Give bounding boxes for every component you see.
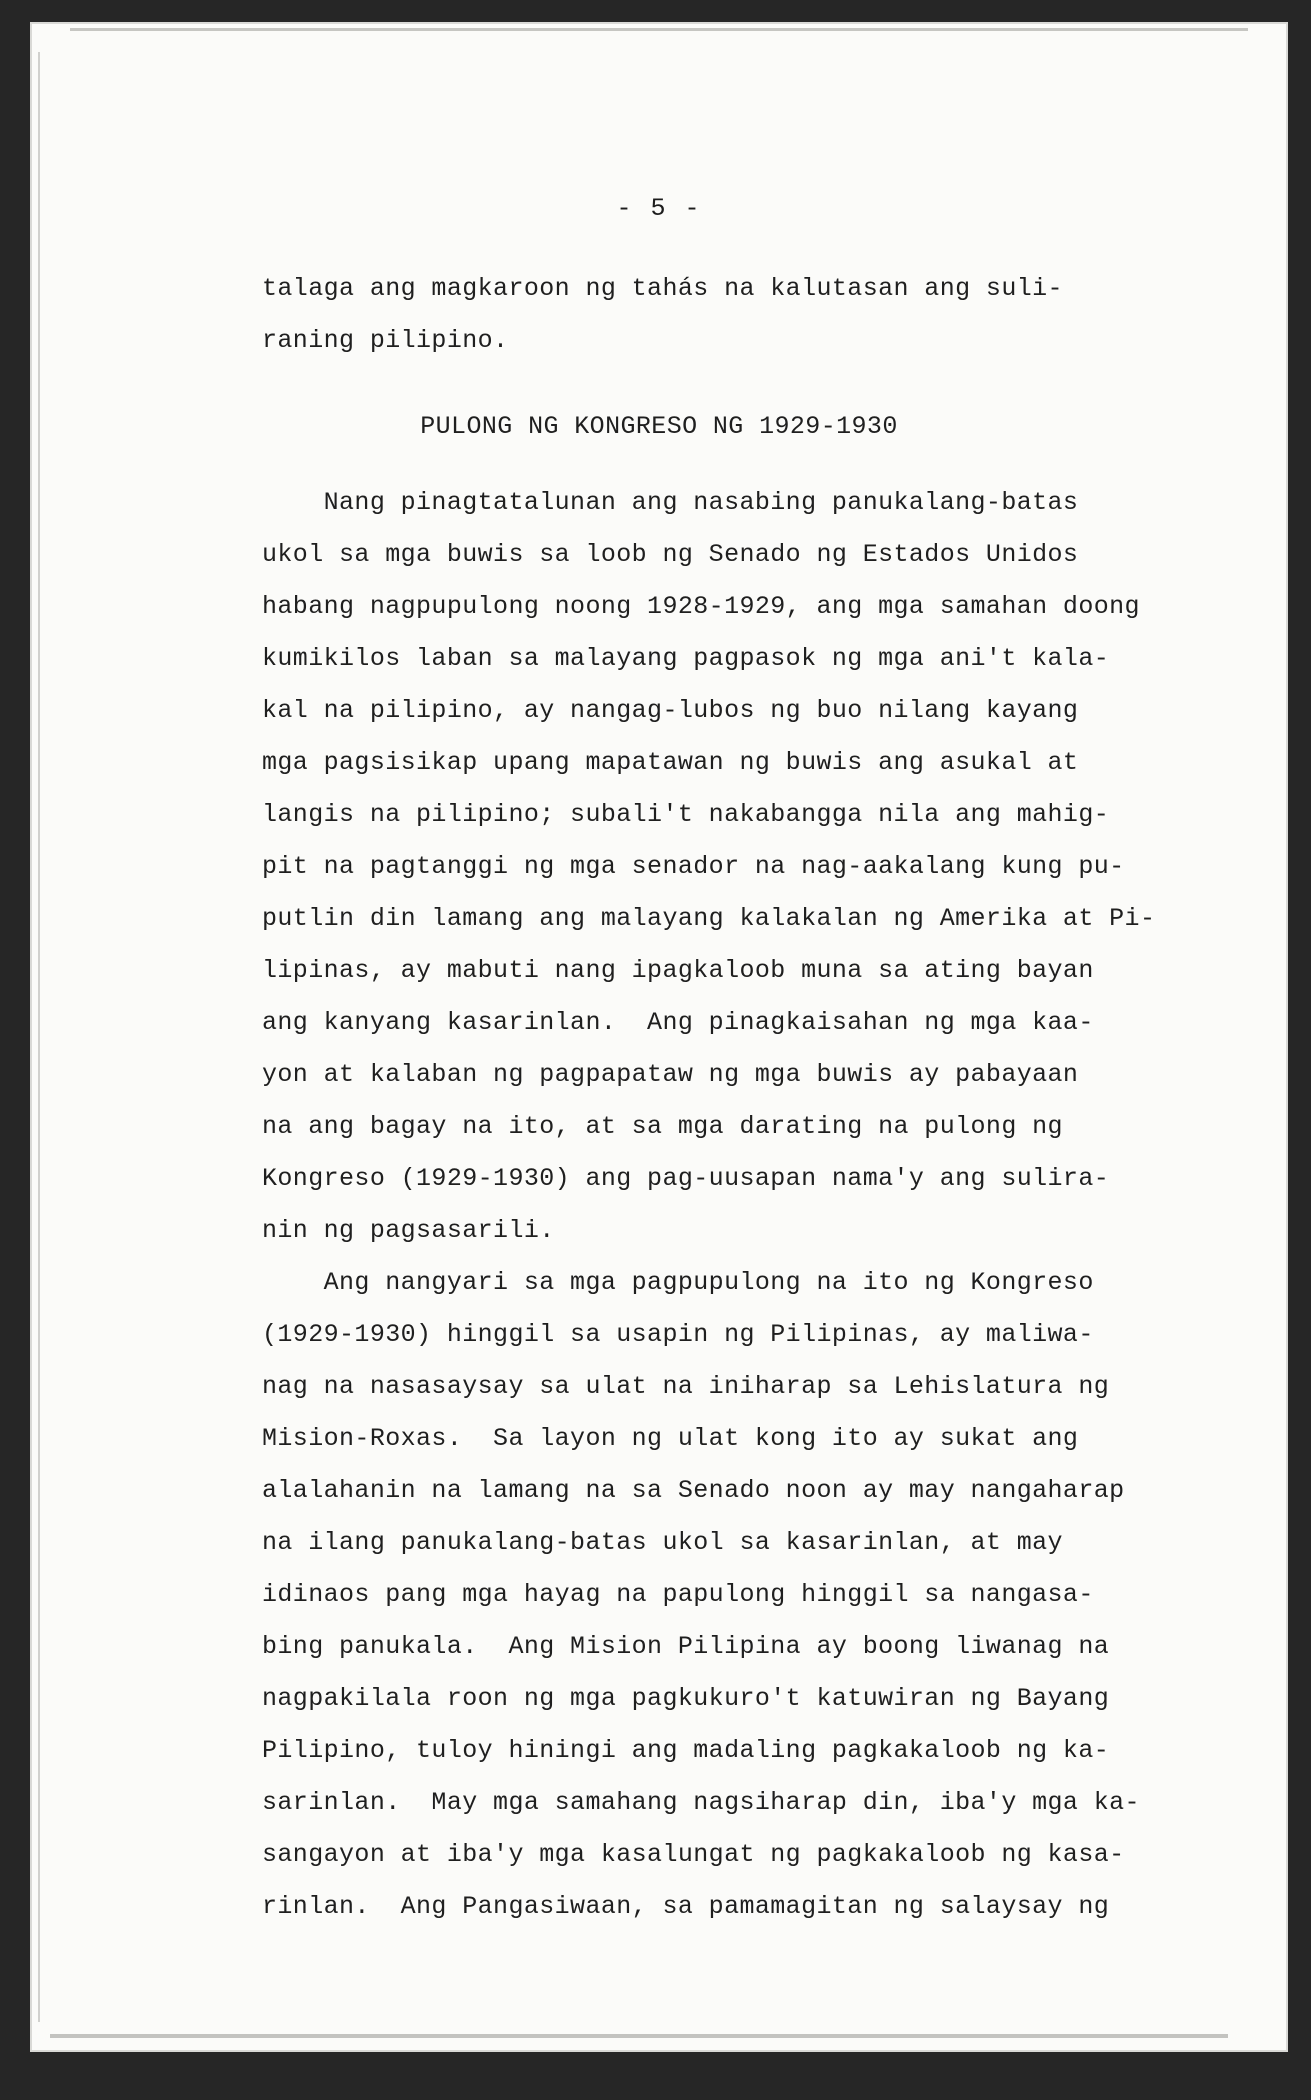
paragraph-2-line: nagpakilala roon ng mga pagkukuro't katuwiran ng Bayang xyxy=(262,1684,1110,1713)
paragraph-1-line: kumikilos laban sa malayang pagpasok ng mga ani't kala- xyxy=(262,644,1110,673)
paragraph-2-line: bing panukala. Ang Mision Pilipina ay boong liwanag na xyxy=(262,1632,1110,1661)
section-heading: PULONG NG KONGRESO NG 1929-1930 xyxy=(420,412,898,441)
paragraph-1-line: yon at kalaban ng pagpapataw ng mga buwis ay pabayaan xyxy=(262,1060,1079,1089)
paragraph-1-line: na ang bagay na ito, at sa mga darating na pulong ng xyxy=(262,1112,1063,1141)
paragraph-1-line: kal na pilipino, ay nangag-lubos ng buo nilang kayang xyxy=(262,696,1079,725)
paragraph-1-line: langis na pilipino; subali't nakabangga nila ang mahig- xyxy=(262,800,1110,829)
paragraph-2-line: sangayon at iba'y mga kasalungat ng pagkakaloob ng kasa- xyxy=(262,1840,1125,1869)
paragraph-1-line: pit na pagtanggi ng mga senador na nag-aakalang kung pu- xyxy=(262,852,1125,881)
paragraph-1-line: habang nagpupulong noong 1928-1929, ang mga samahan doong xyxy=(262,592,1140,621)
paragraph-1-line: putlin din lamang ang malayang kalakalan ng Amerika at Pi- xyxy=(262,904,1156,933)
paragraph-1-line: Nang pinagtatalunan ang nasabing panukalang-batas xyxy=(262,488,1079,517)
paragraph-2-line: sarinlan. May mga samahang nagsiharap din, iba'y mga ka- xyxy=(262,1788,1140,1817)
paragraph-1-line: ukol sa mga buwis sa loob ng Senado ng Estados Unidos xyxy=(262,540,1079,569)
paragraph-2-line: (1929-1930) hinggil sa usapin ng Pilipinas, ay maliwa- xyxy=(262,1320,1094,1349)
paragraph-2-line: Mision-Roxas. Sa layon ng ulat kong ito ay sukat ang xyxy=(262,1424,1079,1453)
paper-top-edge xyxy=(70,28,1248,31)
paragraph-1-line: mga pagsisikap upang mapatawan ng buwis ang asukal at xyxy=(262,748,1079,777)
paragraph-2-line: alalahanin na lamang na sa Senado noon ay may nangaharap xyxy=(262,1476,1125,1505)
paragraph-2-line: na ilang panukalang-batas ukol sa kasarinlan, at may xyxy=(262,1528,1063,1557)
paragraph-2-line: Pilipino, tuloy hiningi ang madaling pagkakaloob ng ka- xyxy=(262,1736,1110,1765)
paragraph-2-line: idinaos pang mga hayag na papulong hinggil sa nangasa- xyxy=(262,1580,1094,1609)
intro-line: talaga ang magkaroon ng tahás na kalutasan ang suli- xyxy=(262,274,1063,303)
intro-line: raning pilipino. xyxy=(262,326,509,355)
paragraph-1-line: Kongreso (1929-1930) ang pag-uusapan nama'y ang sulira- xyxy=(262,1164,1110,1193)
paper-sheet xyxy=(30,22,1288,2052)
paragraph-2-line: rinlan. Ang Pangasiwaan, sa pamamagitan ng salaysay ng xyxy=(262,1892,1110,1921)
paragraph-2-line: nag na nasasaysay sa ulat na iniharap sa Lehislatura ng xyxy=(262,1372,1110,1401)
paragraph-2-line: Ang nangyari sa mga pagpupulong na ito ng Kongreso xyxy=(262,1268,1094,1297)
paragraph-1-line: nin ng pagsasarili. xyxy=(262,1216,555,1245)
page-number: - 5 - xyxy=(616,194,702,223)
paragraph-1-line: lipinas, ay mabuti nang ipagkaloob muna sa ating bayan xyxy=(262,956,1094,985)
paragraph-1-line: ang kanyang kasarinlan. Ang pinagkaisahan ng mga kaa- xyxy=(262,1008,1094,1037)
paper-bottom-edge xyxy=(50,2034,1228,2038)
paper-left-edge xyxy=(38,52,40,2022)
